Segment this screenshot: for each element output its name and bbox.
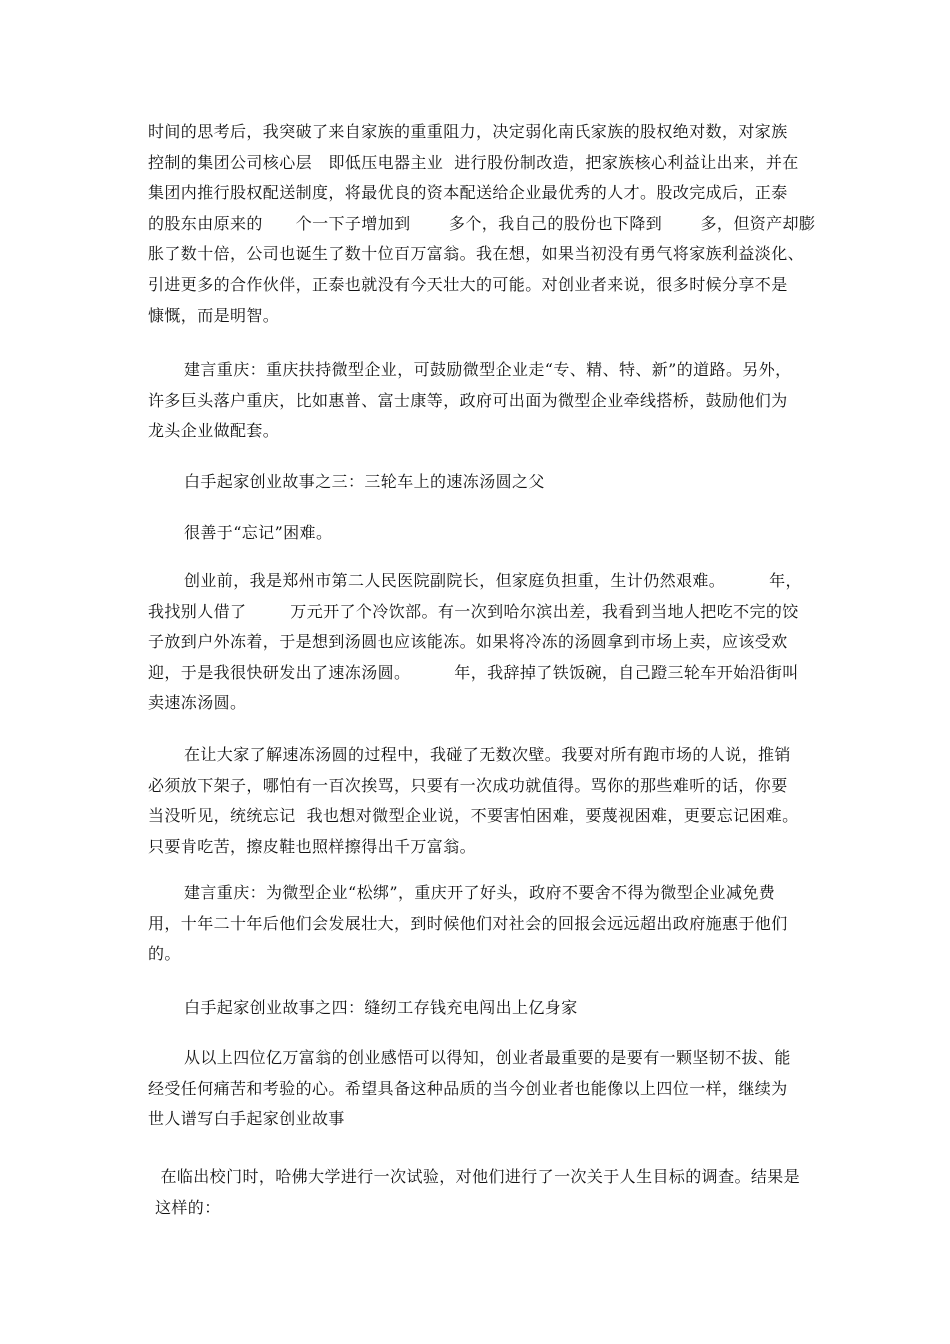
paragraph-line: 的股东由原来的 个一下子增加到 多个，我自己的股份也下降到 多，但资产却膨 — [148, 213, 816, 233]
paragraph-line: 我找别人借了 万元开了个冷饮部。有一次到哈尔滨出差，我看到当地人把吃不完的饺 — [148, 601, 799, 621]
paragraph-line: 经受任何痛苦和考验的心。希望具备这种品质的当今创业者也能像以上四位一样，继续为 — [148, 1078, 788, 1098]
paragraph-line: 集团内推行股权配送制度，将最优良的资本配送给企业最优秀的人才。股改完成后，正泰 — [148, 183, 788, 203]
paragraph-line: 许多巨头落户重庆，比如惠普、富士康等，政府可出面为微型企业牵线搭桥，鼓励他们为 — [148, 390, 788, 410]
paragraph-p6 — [148, 740, 808, 862]
paragraph-p10 — [155, 1162, 815, 1223]
paragraph-p7 — [148, 878, 808, 970]
paragraph-line: 创业前，我是郑州市第二人民医院副院长，但家庭负担重，生计仍然艰难。 年， — [184, 571, 802, 590]
paragraph-line: 控制的集团公司核心层 即低压电器主业 进行股份制改造，把家族核心利益让出来，并在 — [148, 152, 799, 172]
paragraph-line: 用，十年二十年后他们会发展壮大，到时候他们对社会的回报会远远超出政府施惠于他们 — [148, 913, 788, 933]
paragraph-line: 很善于“忘记”困难。 — [184, 523, 333, 542]
paragraph-line: 龙头企业做配套。 — [148, 421, 280, 441]
paragraph-line: 白手起家创业故事之三：三轮车上的速冻汤圆之父 — [184, 472, 545, 491]
paragraph-line: 在让大家了解速冻汤圆的过程中，我碰了无数次壁。我要对所有跑市场的人说，推销 — [184, 745, 791, 764]
paragraph-line: 的。 — [148, 944, 181, 964]
paragraph-line: 当没听见，统统忘记 我也想对微型企业说，不要害怕困难，要蔑视困难，更要忘记困难。 — [148, 806, 799, 826]
paragraph-p1 — [148, 117, 816, 331]
paragraph-p5 — [148, 566, 808, 719]
paragraph-line: 世人谱写白手起家创业故事 — [148, 1109, 345, 1129]
paragraph-p8 — [148, 993, 808, 1024]
paragraph-line: 建言重庆：为微型企业“松绑”，重庆开了好头，政府不要舍不得为微型企业减免费 — [184, 883, 776, 902]
paragraph-line: 从以上四位亿万富翁的创业感悟可以得知，创业者最重要的是要有一颗坚韧不拔、能 — [184, 1048, 791, 1067]
paragraph-line: 这样的： — [155, 1197, 221, 1217]
paragraph-p4 — [148, 518, 808, 549]
paragraph-line: 只要肯吃苦，擦皮鞋也照样擦得出千万富翁。 — [148, 836, 477, 856]
paragraph-line: 在临出校门时，哈佛大学进行一次试验，对他们进行了一次关于人生目标的调查。结果是 — [155, 1167, 801, 1186]
paragraph-line: 卖速冻汤圆。 — [148, 693, 247, 713]
paragraph-line: 慷慨，而是明智。 — [148, 305, 280, 325]
paragraph-p2 — [148, 355, 808, 447]
paragraph-line: 胀了数十倍，公司也诞生了数十位百万富翁。我在想，如果当初没有勇气将家族利益淡化、 — [148, 244, 805, 264]
paragraph-line: 迎，于是我很快研发出了速冻汤圆。 年，我辞掉了铁饭碗，自己蹬三轮车开始沿街叫 — [148, 662, 799, 682]
paragraph-line: 白手起家创业故事之四：缝纫工存钱充电闯出上亿身家 — [184, 998, 578, 1017]
paragraph-line: 建言重庆：重庆扶持微型企业，可鼓励微型企业走“专、精、特、新”的道路。另外， — [184, 360, 792, 379]
paragraph-line: 引进更多的合作伙伴，正泰也就没有今天壮大的可能。对创业者来说，很多时候分享不是 — [148, 274, 788, 294]
paragraph-p9 — [148, 1043, 808, 1135]
paragraph-p3 — [148, 467, 808, 498]
paragraph-line: 时间的思考后，我突破了来自家族的重重阻力，决定弱化南氏家族的股权绝对数，对家族 — [148, 122, 788, 141]
paragraph-line: 子放到户外冻着，于是想到汤圆也应该能冻。如果将冷冻的汤圆拿到市场上卖，应该受欢 — [148, 632, 788, 652]
paragraph-line: 必须放下架子，哪怕有一百次挨骂，只要有一次成功就值得。骂你的那些难听的话，你要 — [148, 775, 788, 795]
